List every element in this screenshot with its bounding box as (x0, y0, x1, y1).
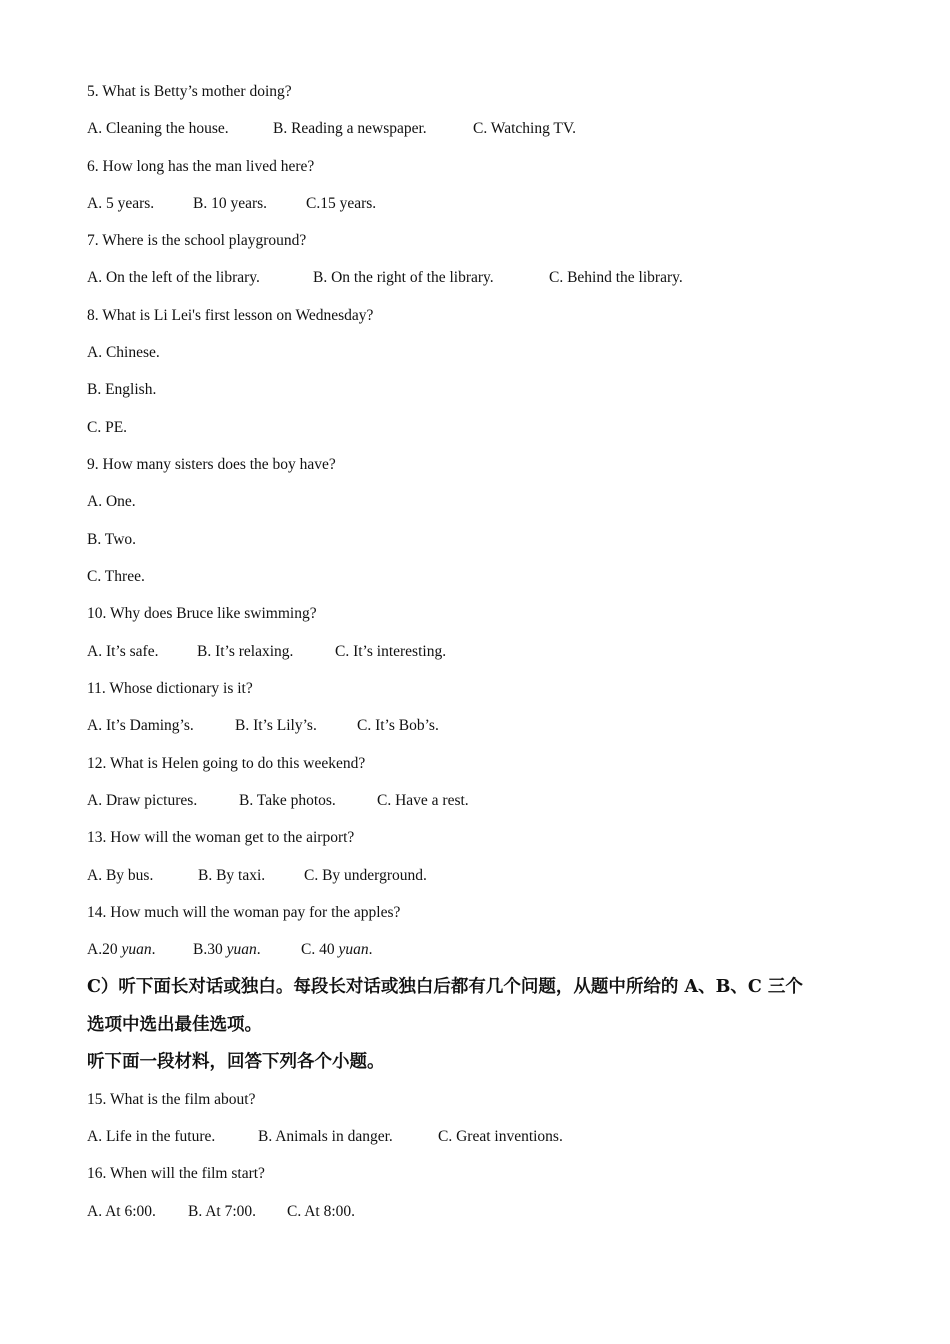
options-5 (87, 119, 576, 139)
section-c-instruction: 听下面一段材料，回答下列各个小题。 (87, 1052, 385, 1072)
option-12c: C. Have a rest. (377, 792, 469, 809)
question-12: 12. What is Helen going to do this weekend? (87, 755, 366, 772)
option-9c: C. Three. (87, 568, 145, 585)
section-c-heading-line1: C）听下面长对话或独白。每段长对话或独白后都有几个问题，从题中所给的 A、B、C 三个 (87, 977, 803, 997)
option-7a: A. On the left of the library. (87, 269, 260, 286)
option-16b: B. At 7:00. (188, 1203, 257, 1220)
option-7c: C. Behind the library. (549, 269, 683, 286)
option-5b: B. Reading a newspaper. (273, 120, 427, 137)
options-15 (87, 1127, 563, 1147)
option-13b: B. By taxi. (198, 867, 266, 884)
option-8c: C. PE. (87, 419, 128, 436)
question-13: 13. How will the woman get to the airport? (87, 829, 355, 846)
options-10 (87, 642, 446, 662)
question-9: 9. How many sisters does the boy have? (87, 456, 336, 473)
option-7b: B. On the right of the library. (313, 269, 494, 286)
option-15a: A. Life in the future. (87, 1128, 216, 1145)
option-6b: B. 10 years. (193, 195, 268, 212)
option-16a: A. At 6:00. (87, 1203, 156, 1220)
question-6: 6. How long has the man lived here? (87, 158, 315, 175)
option-13c: C. By underground. (304, 867, 427, 884)
option-9b: B. Two. (87, 531, 137, 548)
option-14a: A.20 yuan. (87, 941, 156, 958)
question-8: 8. What is Li Lei's first lesson on Wednesday? (87, 307, 374, 324)
option-11a: A. It’s Daming’s. (87, 717, 194, 734)
option-6c: C.15 years. (306, 195, 377, 212)
option-10a: A. It’s safe. (87, 643, 159, 660)
question-7: 7. Where is the school playground? (87, 232, 307, 249)
options-6 (87, 194, 376, 214)
option-8b: B. English. (87, 381, 157, 398)
section-c-heading-line2: 选项中选出最佳选项。 (87, 1015, 262, 1035)
option-5c: C. Watching TV. (473, 120, 576, 137)
option-15b: B. Animals in danger. (258, 1128, 393, 1145)
question-14: 14. How much will the woman pay for the apples? (87, 904, 401, 921)
options-7 (87, 268, 683, 288)
option-8a: A. Chinese. (87, 344, 160, 361)
option-12b: B. Take photos. (239, 792, 336, 809)
option-12a: A. Draw pictures. (87, 792, 198, 809)
question-11: 11. Whose dictionary is it? (87, 680, 253, 697)
option-11b: B. It’s Lily’s. (235, 717, 317, 734)
option-10b: B. It’s relaxing. (197, 643, 294, 660)
options-14 (87, 940, 372, 960)
option-13a: A. By bus. (87, 867, 154, 884)
question-5: 5. What is Betty’s mother doing? (87, 83, 292, 100)
question-16: 16. When will the film start? (87, 1165, 265, 1182)
option-14c: C. 40 yuan. (301, 941, 373, 958)
options-13 (87, 866, 427, 886)
question-15: 15. What is the film about? (87, 1091, 256, 1108)
option-10c: C. It’s interesting. (335, 643, 447, 660)
options-11 (87, 716, 439, 736)
option-9a: A. One. (87, 493, 136, 510)
question-10: 10. Why does Bruce like swimming? (87, 605, 317, 622)
options-12 (87, 791, 469, 811)
option-14b: B.30 yuan. (193, 941, 261, 958)
option-16c: C. At 8:00. (287, 1203, 356, 1220)
option-5a: A. Cleaning the house. (87, 120, 229, 137)
option-6a: A. 5 years. (87, 195, 155, 212)
options-16 (87, 1202, 355, 1222)
option-11c: C. It’s Bob’s. (357, 717, 439, 734)
option-15c: C. Great inventions. (438, 1128, 563, 1145)
